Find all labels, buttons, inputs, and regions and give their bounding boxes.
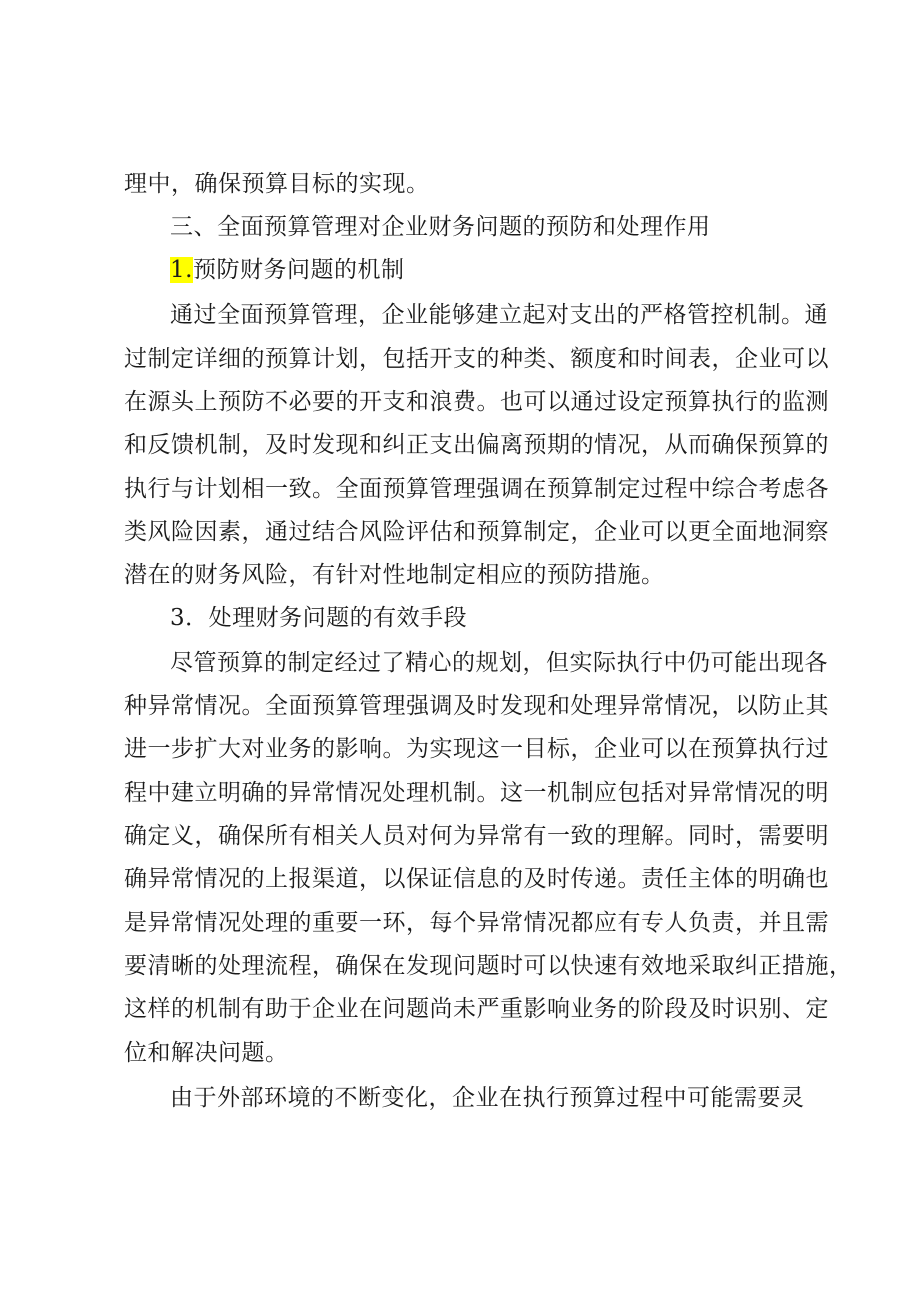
paragraph-line: 要清晰的处理流程，确保在发现问题时可以快速有效地采取纠正措施，	[124, 953, 853, 979]
subheading: 3．处理财务问题的有效手段	[170, 605, 468, 631]
paragraph-line: 过制定详细的预算计划，包括开支的种类、额度和时间表，企业可以	[124, 346, 829, 372]
paragraph-line: 种异常情况。全面预算管理强调及时发现和处理异常情况，以防止其	[124, 693, 829, 719]
paragraph-line: 确定义，确保所有相关人员对何为异常有一致的理解。同时，需要明	[124, 823, 829, 849]
paragraph-line: 执行与计划相一致。全面预算管理强调在预算制定过程中综合考虑各	[124, 476, 829, 502]
paragraph-line: 通过全面预算管理，企业能够建立起对支出的严格管控机制。通	[170, 302, 828, 328]
paragraph-line: 理中，确保预算目标的实现。	[124, 171, 430, 197]
paragraph-line: 潜在的财务风险，有针对性地制定相应的预防措施。	[124, 562, 665, 588]
paragraph-line: 确异常情况的上报渠道，以保证信息的及时传递。责任主体的明确也	[124, 866, 829, 892]
paragraph-line: 程中建立明确的异常情况处理机制。这一机制应包括对异常情况的明	[124, 780, 829, 806]
paragraph-line: 由于外部环境的不断变化，企业在执行预算过程中可能需要灵	[170, 1085, 805, 1111]
subheading	[170, 255, 804, 285]
paragraph-line: 类风险因素，通过结合风险评估和预算制定，企业可以更全面地洞察	[124, 519, 829, 545]
paragraph-line: 在源头上预防不必要的开支和浪费。也可以通过设定预算执行的监测	[124, 389, 829, 415]
paragraph-line: 这样的机制有助于企业在问题尚未严重影响业务的阶段及时识别、定	[124, 996, 829, 1022]
highlighted-number: 1.	[170, 257, 193, 283]
paragraph-line: 尽管预算的制定经过了精心的规划，但实际执行中仍可能出现各	[170, 650, 828, 676]
paragraph-line: 和反馈机制，及时发现和纠正支出偏离预期的情况，从而确保预算的	[124, 432, 829, 458]
paragraph-line: 进一步扩大对业务的影响。为实现这一目标，企业可以在预算执行过	[124, 736, 829, 762]
paragraph-line: 位和解决问题。	[124, 1040, 289, 1066]
section-heading: 三、全面预算管理对企业财务问题的预防和处理作用	[170, 214, 711, 240]
paragraph-line: 是异常情况处理的重要一环，每个异常情况都应有专人负责，并且需	[124, 910, 829, 936]
subheading-text: 预防财务问题的机制	[192, 257, 405, 283]
